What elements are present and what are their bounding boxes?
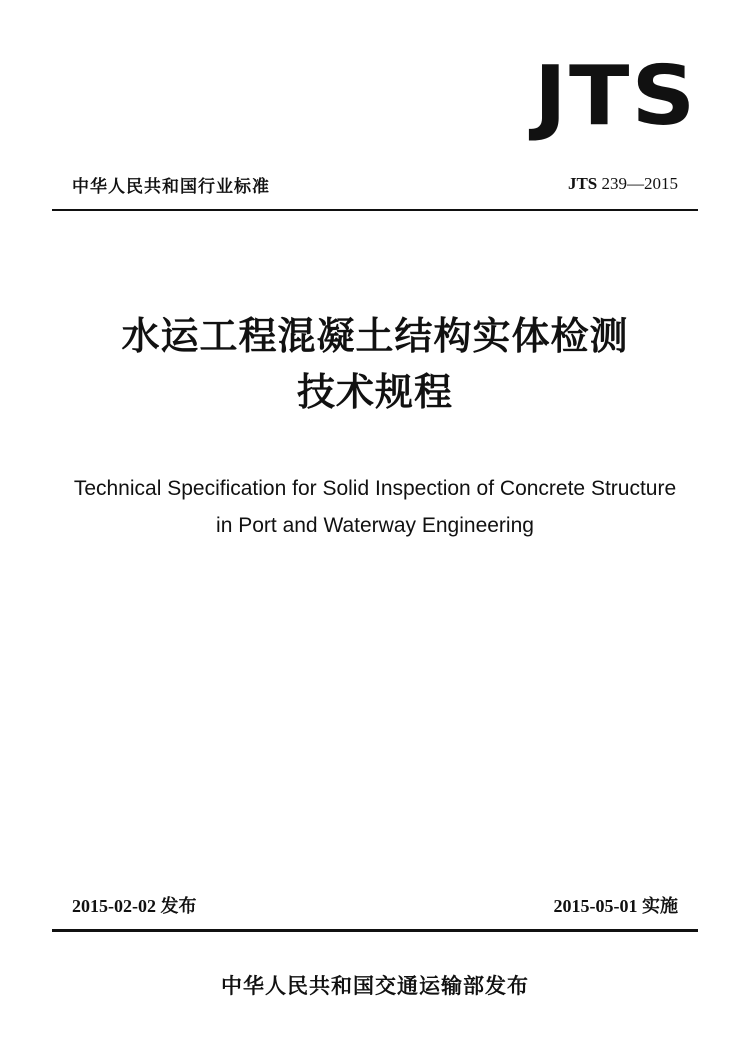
standard-code-prefix: JTS [567,174,598,193]
chinese-title [0,308,750,420]
english-title-line-1: Technical Specification for Solid Inspection of Concrete Structure [73,477,677,500]
chinese-title-line-1: 水运工程混凝土结构实体检测 [121,314,629,358]
english-title [0,470,750,544]
publisher: 中华人民共和国交通运输部发布 [221,974,529,998]
english-title-line-2: in Port and Waterway Engineering [216,514,534,537]
chinese-title-line-2: 技术规程 [296,370,453,414]
header-divider [52,209,698,211]
standard-code [568,174,678,194]
standard-series-label: 中华人民共和国行业标准 [72,177,270,197]
issue-date: 2015-02-02 发布 [72,896,197,916]
jts-logo: JTS [534,49,698,144]
footer-divider [52,929,698,932]
effective-date: 2015-05-01 实施 [553,896,678,916]
standard-code-number: 239—2015 [597,174,678,193]
